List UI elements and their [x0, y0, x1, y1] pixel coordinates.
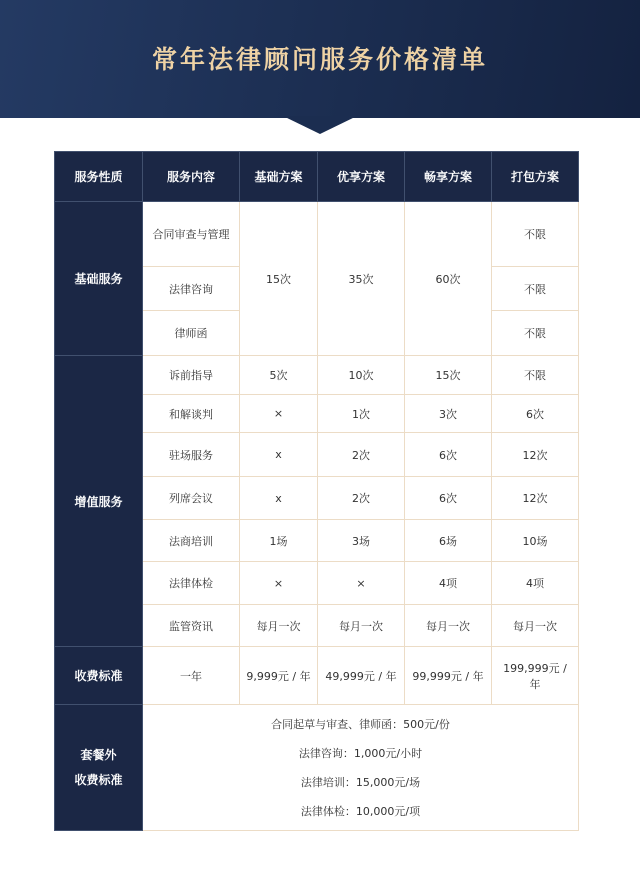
extra-fee-list [143, 705, 579, 831]
category-extra-line1: 套餐外 [80, 747, 117, 762]
package-plan-cell: 6次 [492, 395, 579, 433]
enjoy-plan-cell: 6次 [405, 433, 492, 477]
header-package-plan: 打包方案 [492, 152, 579, 202]
item-cell: 法律咨询 [143, 267, 240, 311]
enjoy-plan-cell: 15次 [405, 356, 492, 395]
premium-plan-cell: 35次 [318, 202, 405, 356]
premium-plan-cell: × [318, 562, 405, 605]
enjoy-plan-cell: 6次 [405, 477, 492, 520]
category-extra-line2: 收费标准 [74, 772, 123, 787]
header-service-type: 服务性质 [55, 152, 143, 202]
header-enjoy-plan: 畅享方案 [405, 152, 492, 202]
basic-plan-cell: x [240, 477, 318, 520]
header-premium-plan: 优享方案 [318, 152, 405, 202]
item-cell: 列席会议 [143, 477, 240, 520]
fee-package-line2: 年 [529, 677, 541, 691]
basic-plan-cell: × [240, 395, 318, 433]
basic-plan-cell: 每月一次 [240, 605, 318, 647]
package-plan-cell: 不限 [492, 356, 579, 395]
enjoy-plan-cell: 3次 [405, 395, 492, 433]
table-row [55, 202, 579, 267]
extra-fee-item: 法律体检：10,000元/项 [300, 804, 421, 818]
basic-plan-cell: 1场 [240, 520, 318, 562]
premium-plan-cell: 1次 [318, 395, 405, 433]
basic-plan-cell: 5次 [240, 356, 318, 395]
category-basic: 基础服务 [55, 202, 143, 356]
fee-basic-cell: 9,999元 / 年 [240, 647, 318, 705]
premium-plan-cell: 2次 [318, 477, 405, 520]
table-row [55, 356, 579, 395]
category-fee: 收费标准 [55, 647, 143, 705]
premium-plan-cell: 10次 [318, 356, 405, 395]
basic-plan-cell: 15次 [240, 202, 318, 356]
package-plan-cell: 4项 [492, 562, 579, 605]
extra-fee-item: 合同起草与审查、律师函：500元/份 [271, 717, 450, 731]
enjoy-plan-cell: 60次 [405, 202, 492, 356]
header-basic-plan: 基础方案 [240, 152, 318, 202]
basic-plan-cell: × [240, 562, 318, 605]
premium-plan-cell: 每月一次 [318, 605, 405, 647]
page-title: 常年法律顾问服务价格清单 [151, 45, 488, 74]
banner-notch [283, 116, 357, 134]
extra-fee-row [55, 705, 579, 831]
item-cell: 法律体检 [143, 562, 240, 605]
item-cell: 监管资讯 [143, 605, 240, 647]
package-plan-cell: 不限 [492, 202, 579, 267]
package-plan-cell: 每月一次 [492, 605, 579, 647]
fee-row [55, 647, 579, 705]
price-table [54, 151, 579, 831]
package-plan-cell: 不限 [492, 311, 579, 356]
item-cell: 诉前指导 [143, 356, 240, 395]
premium-plan-cell: 3场 [318, 520, 405, 562]
package-plan-cell: 10场 [492, 520, 579, 562]
extra-fee-item: 法律培训：15,000元/场 [300, 775, 421, 789]
table-header-row [55, 152, 579, 202]
fee-premium-cell: 49,999元 / 年 [318, 647, 405, 705]
category-extra-fee [55, 705, 143, 831]
package-plan-cell: 不限 [492, 267, 579, 311]
category-value-added: 增值服务 [55, 356, 143, 647]
basic-plan-cell: x [240, 433, 318, 477]
item-cell: 和解谈判 [143, 395, 240, 433]
fee-package-line1: 199,999元 / [503, 661, 567, 675]
item-cell: 律师函 [143, 311, 240, 356]
enjoy-plan-cell: 4项 [405, 562, 492, 605]
item-cell: 驻场服务 [143, 433, 240, 477]
enjoy-plan-cell: 每月一次 [405, 605, 492, 647]
package-plan-cell: 12次 [492, 477, 579, 520]
fee-enjoy-cell: 99,999元 / 年 [405, 647, 492, 705]
fee-package-cell [492, 647, 579, 705]
item-cell: 法商培训 [143, 520, 240, 562]
package-plan-cell: 12次 [492, 433, 579, 477]
extra-fee-item: 法律咨询：1,000元/小时 [298, 746, 423, 760]
header-service-content: 服务内容 [143, 152, 240, 202]
title-banner [0, 0, 640, 118]
premium-plan-cell: 2次 [318, 433, 405, 477]
fee-period-cell: 一年 [143, 647, 240, 705]
enjoy-plan-cell: 6场 [405, 520, 492, 562]
item-cell: 合同审查与管理 [143, 202, 240, 267]
